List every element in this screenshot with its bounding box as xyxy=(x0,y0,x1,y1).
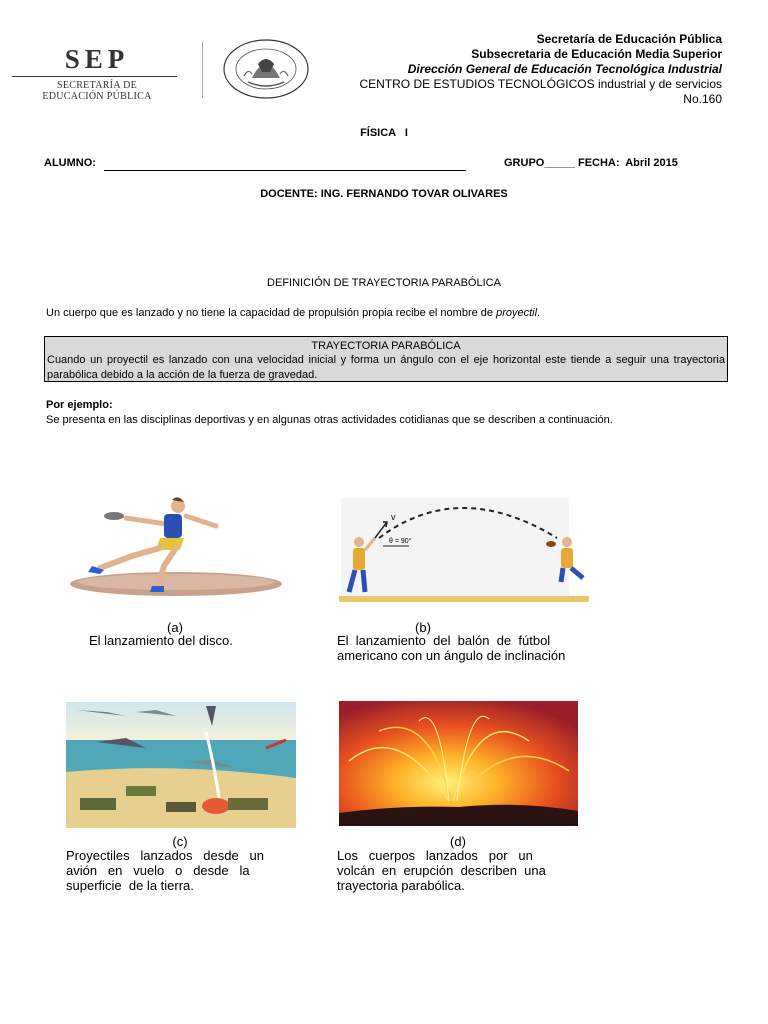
definition-box-text: Cuando un proyectil es lanzado con una velocidad inicial y forma un ángulo con el eje horizontal este tiende a seguir una trayectoria parabólica debido a la acción de la fuerza de gravedad. xyxy=(47,354,725,381)
header-line-sep: Secretaría de Educación Pública xyxy=(536,32,722,46)
figure-c-image xyxy=(66,702,296,828)
intro-text: Un cuerpo que es lanzado y no tiene la capacidad de propulsión propia recibe el nombre de xyxy=(46,307,497,319)
definition-box-title: TRAYECTORIA PARABÓLICA xyxy=(311,340,461,352)
header-line-centro: CENTRO DE ESTUDIOS TECNOLÓGICOS industrial y de servicios xyxy=(359,77,722,91)
sep-logo-rule xyxy=(12,76,177,77)
figure-b-angle-label: θ = 90° xyxy=(389,538,412,545)
figure-d-caption-line2: volcán en erupción describen una xyxy=(337,863,546,878)
definition-box xyxy=(44,336,728,382)
figure-c-caption-line1: Proyectiles lanzados desde un xyxy=(66,848,265,863)
figure-c-caption-line3: superficie de la tierra. xyxy=(66,878,194,893)
section-title: DEFINICIÓN DE TRAYECTORIA PARABÓLICA xyxy=(267,277,501,289)
intro-term: proyectil xyxy=(496,307,538,319)
figure-d-caption-line1: Los cuerpos lanzados por un xyxy=(337,848,533,863)
docente-line: DOCENTE: ING. FERNANDO TOVAR OLIVARES xyxy=(260,188,508,200)
figure-b-image xyxy=(339,498,589,602)
mexico-seal-icon xyxy=(222,38,310,100)
figure-d-letter: (d) xyxy=(450,834,466,849)
figure-a-image xyxy=(66,494,296,602)
figure-c-caption-line2: avión en vuelo o desde la xyxy=(66,863,250,878)
header-line-subsecretaria: Subsecretaria de Educación Media Superior xyxy=(471,47,722,61)
alumno-underline xyxy=(104,170,466,171)
intro-paragraph xyxy=(46,306,723,321)
sep-logo-line1: SECRETARÍA DE xyxy=(56,80,138,91)
sep-logo-line2: EDUCACIÓN PÚBLICA xyxy=(42,91,152,102)
sep-logo xyxy=(12,44,182,100)
intro-suffix: . xyxy=(537,307,541,319)
figure-b-letter: (b) xyxy=(415,620,431,635)
figure-d-caption-line3: trayectoria parabólica. xyxy=(337,878,465,893)
alumno-label: ALUMNO: xyxy=(44,157,96,169)
figure-b-velocity-label: v xyxy=(391,512,396,522)
grupo-fecha: GRUPO_____ FECHA: Abril 2015 xyxy=(504,157,678,169)
header-line-number: No.160 xyxy=(683,92,722,106)
figure-d-image xyxy=(339,701,578,826)
figure-c-letter: (c) xyxy=(172,834,188,849)
example-text: Se presenta en las disciplinas deportivas y en algunas otras actividades cotidianas que se describen a continuación. xyxy=(46,414,613,426)
sep-logo-word: SEP xyxy=(64,44,130,74)
figure-a-caption: El lanzamiento del disco. xyxy=(89,633,233,648)
header-line-direccion: Dirección General de Educación Tecnológica Industrial xyxy=(407,62,722,76)
subject-title: FÍSICA I xyxy=(360,127,408,139)
example-label: Por ejemplo: xyxy=(46,399,113,411)
figure-a-letter: (a) xyxy=(167,620,183,635)
figure-b-caption-line2: americano con un ángulo de inclinación xyxy=(337,648,566,663)
figure-b-caption-line1: El lanzamiento del balón de fútbol xyxy=(337,633,551,648)
logo-divider xyxy=(202,42,203,98)
